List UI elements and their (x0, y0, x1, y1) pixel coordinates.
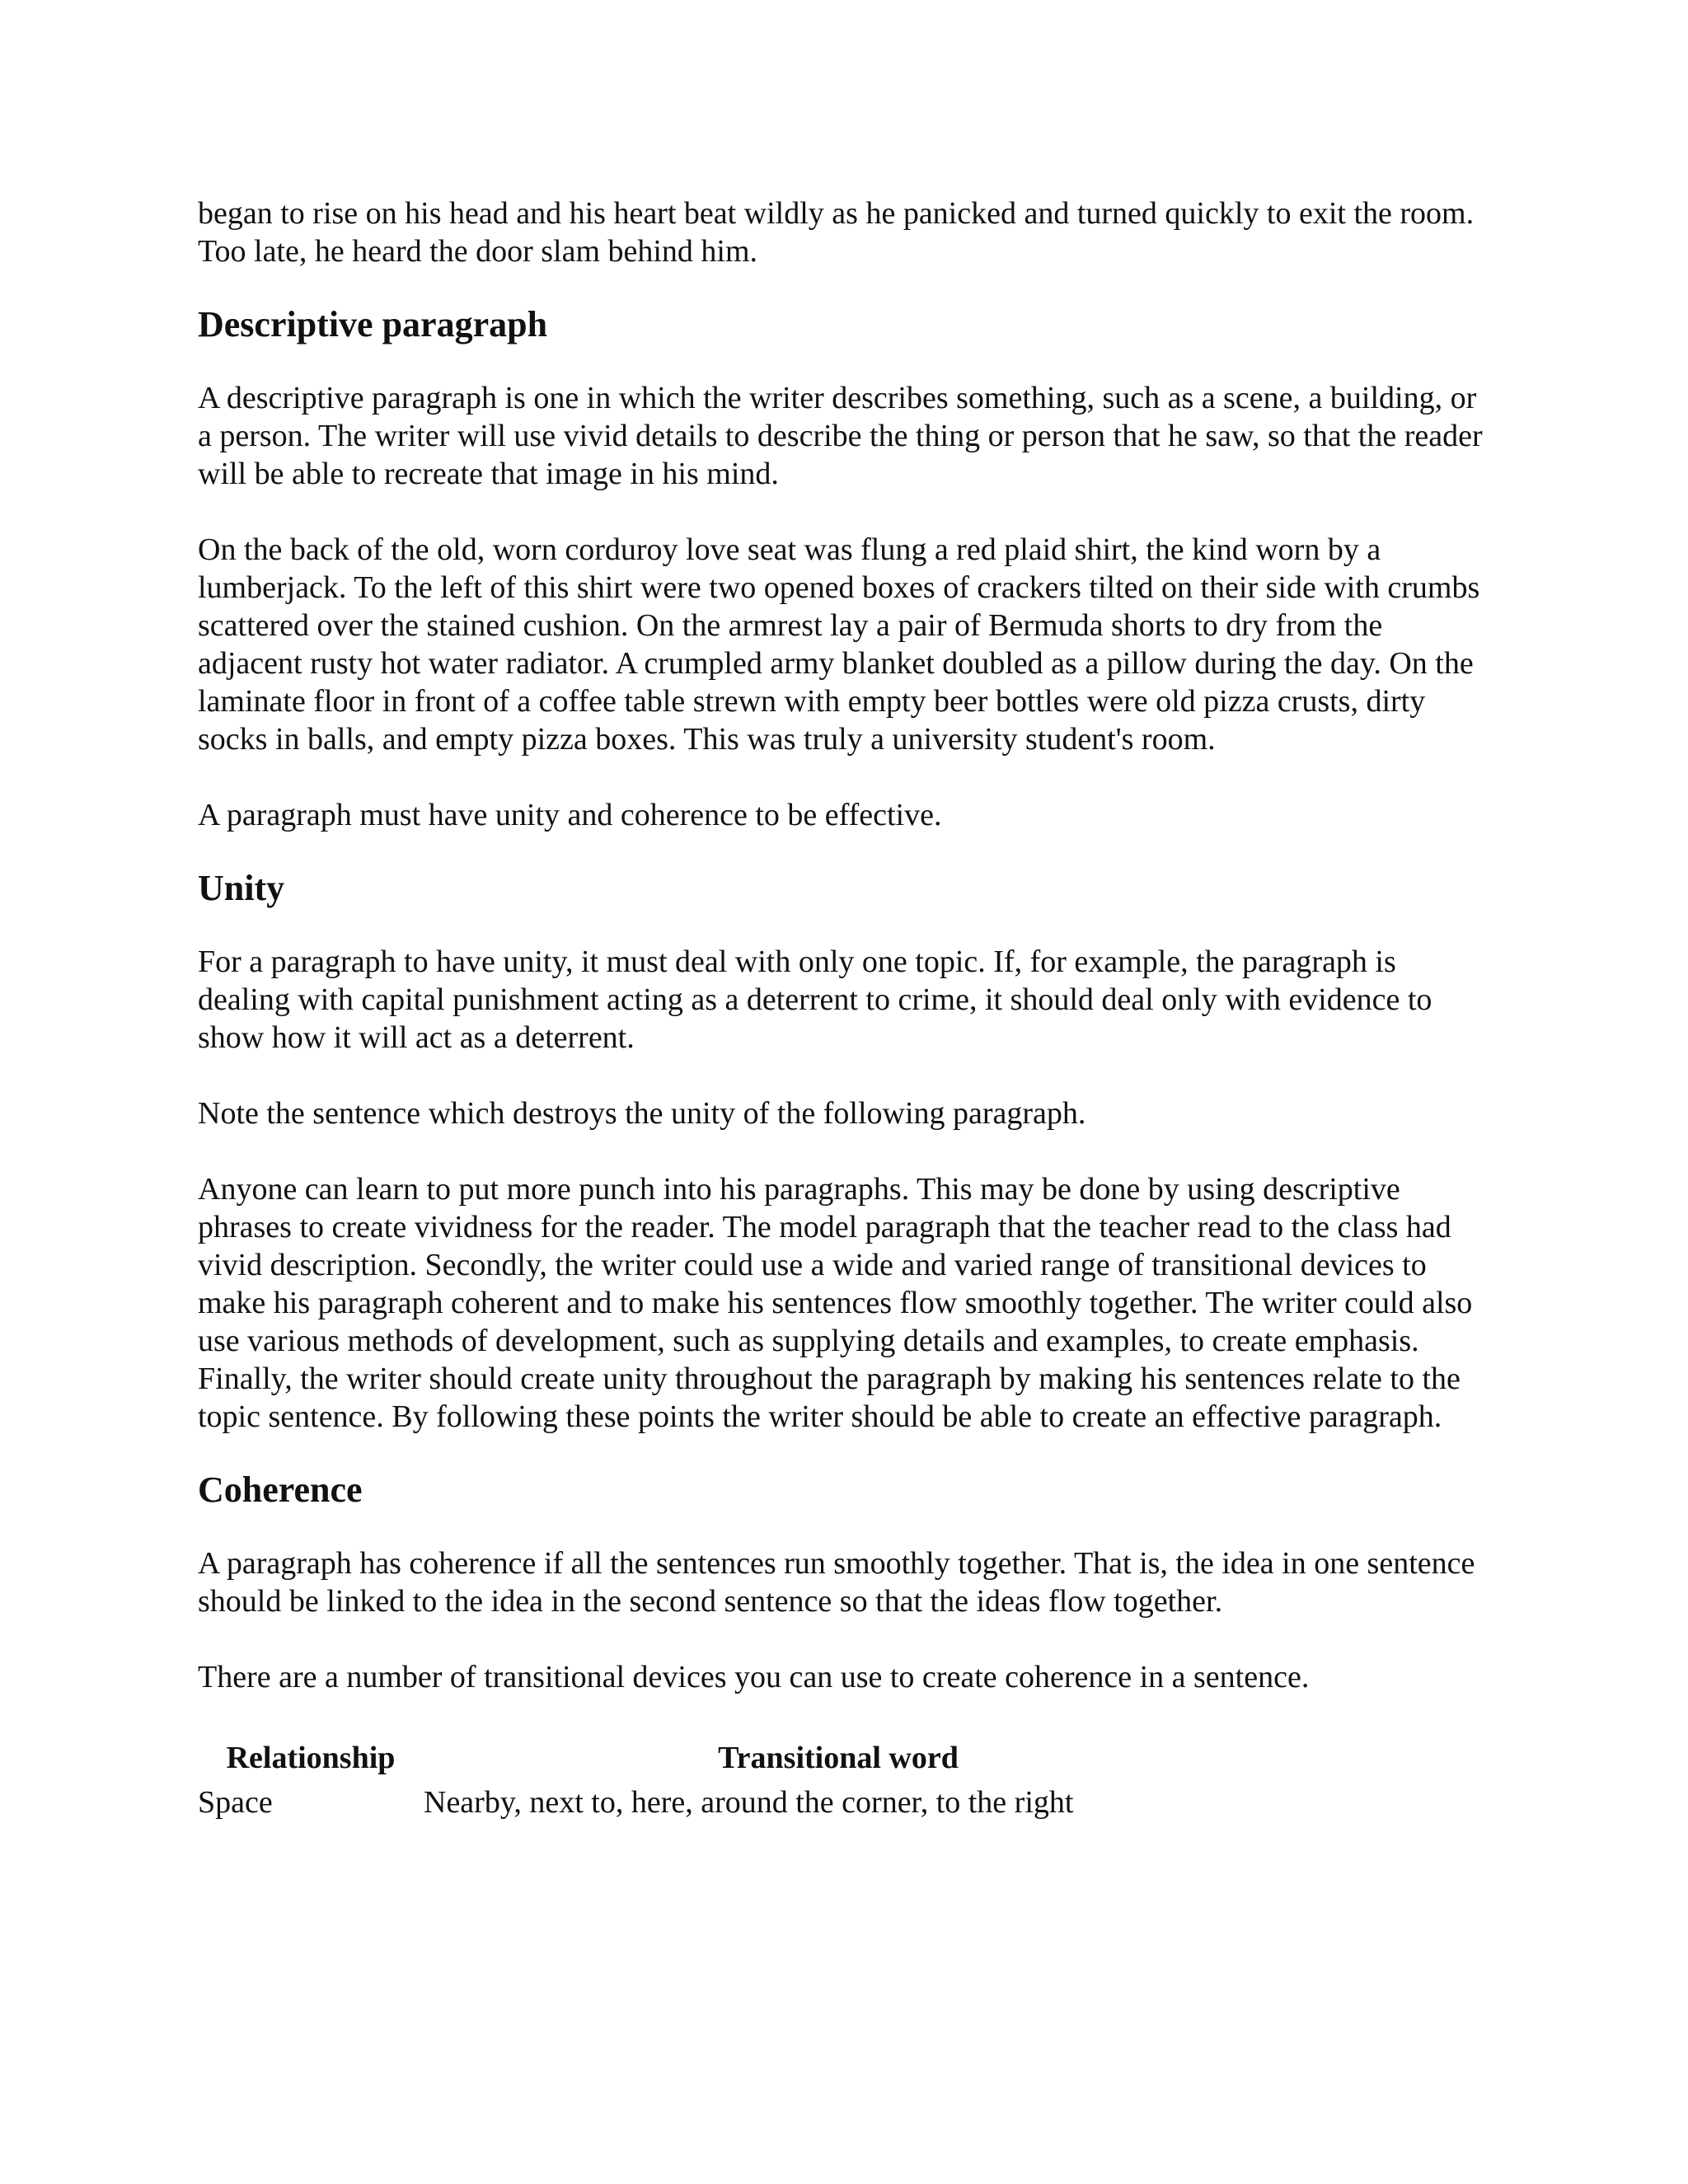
unity-definition: For a paragraph to have unity, it must deal with only one topic. If, for example, the paragraph is dealing with capital punishment acting as a deterrent to crime, it should deal only with evidence to show how it will act as a deterrent. (198, 944, 1432, 1055)
opening-paragraph: began to rise on his head and his heart beat wildly as he panicked and turned quickly to exit the room. Too late, he heard the door slam behind him. (198, 196, 1475, 269)
descriptive-closing: A paragraph must have unity and coherence to be effective. (198, 798, 942, 832)
unity-example: Anyone can learn to put more punch into his paragraphs. This may be done by using descriptive phrases to create vividness for the reader. The model paragraph that the teacher read to the class had vivid description. Secondly, the writer could use a wide and varied range of transitional devices to make his paragraph coherent and to make his sentences flow smoothly together. The writer could also use various methods of development, such as supplying details and examples, to create emphasis. Finally, the writer should create unity throughout the paragraph by making his sentences relate to the topic sentence. By following these points the writer should be able to create an effective paragraph. (198, 1172, 1473, 1434)
descriptive-definition: A descriptive paragraph is one in which the writer describes something, such as a scene, a building, or a person. The writer will use vivid details to describe the thing or person that he saw, so that the reader will be able to recreate that image in his mind. (198, 381, 1483, 491)
descriptive-example: On the back of the old, worn corduroy love seat was flung a red plaid shirt, the kind worn by a lumberjack. To the left of this shirt were two opened boxes of crackers tilted on their side with crumbs scattered over the stained cushion. On the armrest lay a pair of Bermuda shorts to dry from the adjacent rusty hot water radiator. A crumpled army blanket doubled as a pillow during the day. On the laminate floor in front of a coffee table strewn with empty beer bottles were old pizza crusts, dirty socks in balls, and empty pizza boxes. This was truly a university student's room. (198, 532, 1480, 757)
transitional-word-cell: Nearby, next to, here, around the corner, to the right (424, 1785, 1074, 1820)
descriptive-heading: Descriptive paragraph (198, 304, 548, 344)
unity-note: Note the sentence which destroys the unity of the following paragraph. (198, 1096, 1086, 1131)
relationship-cell: Space (198, 1785, 273, 1820)
table-header-row (198, 1739, 1253, 1783)
coherence-intro: There are a number of transitional devices you can use to create coherence in a sentence. (198, 1660, 1310, 1694)
document-page (198, 194, 1492, 1821)
coherence-definition: A paragraph has coherence if all the sentences run smoothly together. That is, the idea in one sentence should be linked to the idea in the second sentence so that the ideas flow together. (198, 1546, 1475, 1619)
table-row (198, 1783, 1253, 1821)
header-transitional-word: Transitional word (718, 1741, 959, 1775)
header-relationship: Relationship (226, 1741, 396, 1775)
coherence-heading: Coherence (198, 1469, 363, 1510)
unity-heading: Unity (198, 868, 285, 908)
transitions-table (198, 1739, 1253, 1821)
